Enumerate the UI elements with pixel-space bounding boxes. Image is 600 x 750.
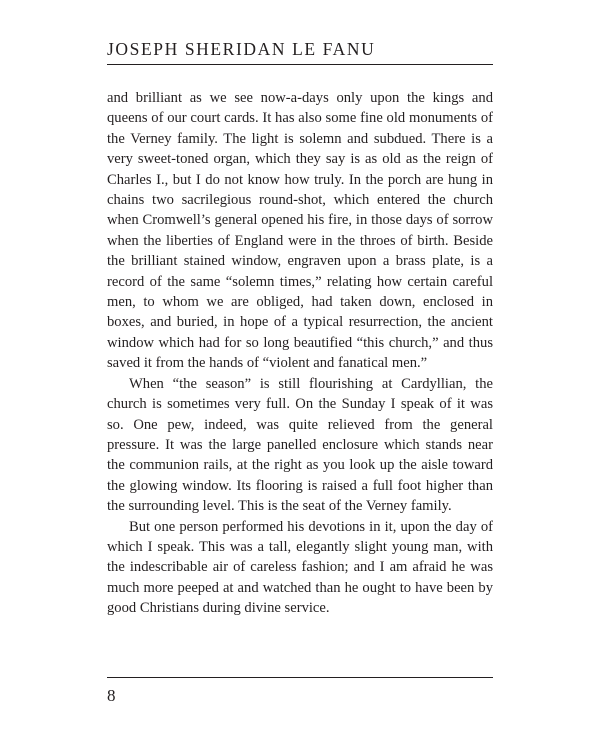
- header-rule: [107, 64, 493, 65]
- running-head: JOSEPH SHERIDAN LE FANU: [107, 39, 376, 59]
- footer-rule: [107, 677, 493, 678]
- paragraph-3: But one person performed his devotions in it, upon the day of which I speak. This was a tall, elegantly slight young man, with the indescribable air of careless fashion; and I am afraid he was much more peeped at and watched than he ought to have been by good Christians during divine service.: [107, 518, 493, 617]
- page-number: 8: [107, 686, 116, 705]
- paragraph-1: and brilliant as we see now-a-days only upon the kings and queens of our court cards. It has also some fine old monuments of the Verney family. The light is solemn and subdued. There is a very sweet-toned organ, which they say is as old as the reign of Charles I., but I do not know how truly. In the porch are hung in chains two sacrilegious round-shot, which entered the church when Cromwell’s general opened his fire, in those days of sorrow when the liberties of England were in the throes of birth. Beside the brilliant stained window, engraven upon a brass plate, is a record of the same “solemn times,” relating how certain careful men, to whom we are obliged, had taken down, enclosed in boxes, and buried, in hope of a typical resurrection, the ancient window which had for so long beautified “this church,” and thus saved it from the hands of “violent and fanatical men.”: [107, 90, 493, 372]
- body-text: [107, 88, 493, 619]
- paragraph-2: When “the season” is still flourishing at Cardyllian, the church is sometimes very full. On the Sunday I speak of it was so. One pew, indeed, was quite relieved from the general pressure. It was the large panelled enclosure which stands near the communion rails, at the right as you look up the aisle toward the glowing window. Its flooring is raised a full foot higher than the surrounding level. This is the seat of the Verney family.: [107, 375, 493, 515]
